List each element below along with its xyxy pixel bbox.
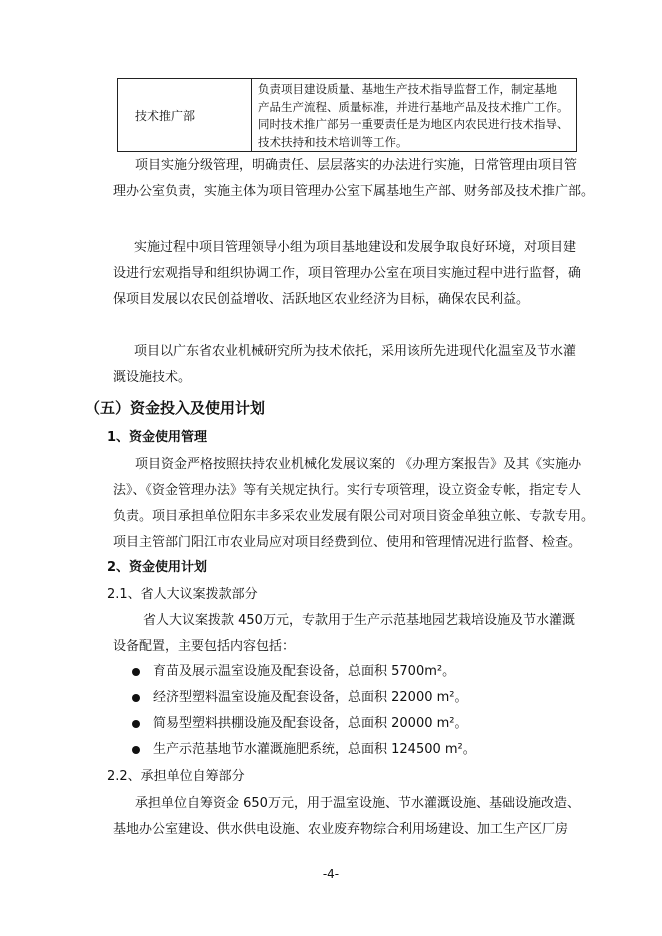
bullet-icon <box>132 668 140 676</box>
bullet-item: 经济型塑料温室设施及配套设备，总面积 22000 m²。 <box>153 690 468 705</box>
bullet-icon <box>132 720 140 728</box>
table-divider <box>251 79 252 151</box>
table-line: 技术扶持和技术培训等工作。 <box>258 134 408 149</box>
paragraph-line: 基地办公室建设、供水供电设施、农业废弃物综合利用场建设、加工生产区厂房 <box>113 822 569 837</box>
subsection-heading: 1、资金使用管理 <box>107 430 208 445</box>
paragraph-line: 设进行宏观指导和组织协调工作，项目管理办公室在项目实施过程中进行监督，确 <box>113 266 582 281</box>
table-department-cell: 技术推广部 <box>135 109 196 123</box>
responsibility-table <box>117 78 577 152</box>
paragraph-line: 溉设施技术。 <box>113 370 192 385</box>
section-heading: （五）资金投入及使用计划 <box>85 399 266 417</box>
paragraph-line: 负责。项目承担单位阳东丰多采农业发展有限公司对项目资金单独立帐、专款专用。 <box>113 509 595 524</box>
subsubsection-heading: 2.2、承担单位自筹部分 <box>107 769 245 784</box>
table-line: 产品生产流程、质量标准，并进行基地产品及技术推广工作。 <box>258 99 569 114</box>
paragraph-line: 项目实施分级管理，明确责任、层层落实的办法进行实施，日常管理由项目管 <box>135 158 578 173</box>
bullet-icon <box>132 746 140 754</box>
paragraph-line: 项目资金严格按照扶持农业机械化发展议案的 《办理方案报告》及其《实施办 <box>135 457 582 472</box>
paragraph-line: 项目以广东省农业机械研究所为技术依托，采用该所先进现代化温室及节水灌 <box>134 344 577 359</box>
paragraph-line: 实施过程中项目管理领导小组为项目基地建设和发展争取良好环境，对项目建 <box>134 240 577 255</box>
subsection-heading: 2、资金使用计划 <box>107 560 208 575</box>
table-line: 同时技术推广部另一重要责任是为地区内农民进行技术指导、 <box>258 117 569 131</box>
page-number: -4- <box>322 867 340 881</box>
subsubsection-heading: 2.1、省人大议案拨款部分 <box>107 587 258 602</box>
bullet-icon <box>132 694 140 702</box>
paragraph-line: 省人大议案拨款 450万元，专款用于生产示范基地园艺栽培设施及节水灌溉 <box>143 613 575 628</box>
table-line: 负责项目建设质量、基地生产技术指导监督工作，制定基地 <box>258 82 557 96</box>
bullet-item: 育苗及展示温室设施及配套设备，总面积 5700m²。 <box>153 664 456 679</box>
paragraph-line: 保项目发展以农民创益增收、活跃地区农业经济为目标，确保农民利益。 <box>113 292 530 307</box>
bullet-item: 生产示范基地节水灌溉施肥系统，总面积 124500 m²。 <box>153 742 476 757</box>
paragraph-line: 项目主管部门阳江市农业局应对项目经费到位、使用和管理情况进行监督、检查。 <box>113 535 582 550</box>
table-responsibility-cell <box>258 81 576 151</box>
paragraph-line: 法》、《资金管理办法》等有关规定执行。实行专项管理，设立资金专帐，指定专人 <box>113 483 582 498</box>
paragraph-line: 承担单位自筹资金 650万元，用于温室设施、节水灌溉设施、基础设施改造、 <box>135 796 580 811</box>
bullet-item: 简易型塑料拱棚设施及配套设备，总面积 20000 m²。 <box>153 716 468 731</box>
paragraph-line: 理办公室负责，实施主体为项目管理办公室下属基地生产部、财务部及技术推广部。 <box>113 184 595 199</box>
paragraph-line: 设备配置，主要包括内容包括： <box>113 639 296 654</box>
